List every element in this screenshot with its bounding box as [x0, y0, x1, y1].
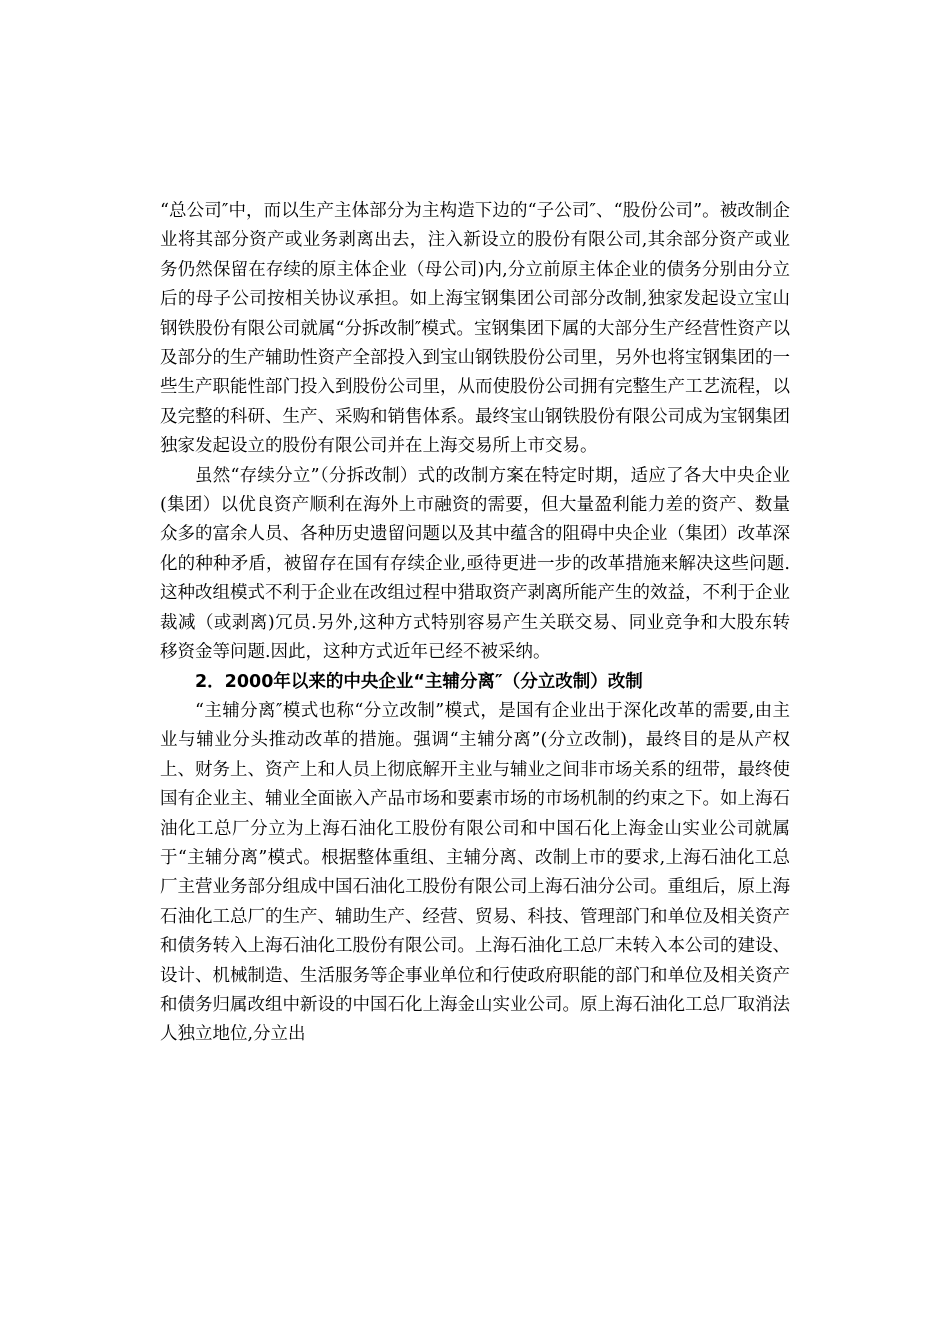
section-heading: 2．2000年以来的中央企业“主辅分离″（分立改制）改制 — [195, 671, 643, 692]
paragraph-2: 虽然“存续分立”（分拆改制）式的改制方案在特定时期，适应了各大中央企业(集团）以优良资产顺利在海外上市融资的需要，但大量盈利能力差的资产、数量众多的富余人员、各种历史遗留问题以及其中蕴含的阻碍中央企业（集团）改革深化的种种矛盾，被留存在国有存续企业,亟待更进一步的改革措施来解决这些问题.这种改组模式不利于企业在改组过程中猎取资产剥离所能产生的效益，不利于企业裁减（或剥离)冗员.另外,这种方式特别容易产生关联交易、同业竞争和大股东转移资金等问题.因此，这种方式近年已经不被采纳。 — [160, 465, 790, 663]
paragraph-1: “总公司″中，而以生产主体部分为主构造下边的“子公司″、“股份公司”。被改制企业将其部分资产或业务剥离出去，注入新设立的股份有限公司,其余部分资产或业务仍然保留在存续的原主体企业（母公司)内,分立前原主体企业的债务分别由分立后的母子公司按相关协议承担。如上海宝钢集团公司部分改制,独家发起设立宝山钢铁股份有限公司就属“分拆改制″模式。宝钢集团下属的大部分生产经营性资产以及部分的生产辅助性资产全部投入到宝山钢铁股份公司里，另外也将宝钢集团的一些生产职能性部门投入到股份公司里，从而使股份公司拥有完整生产工艺流程，以及完整的科研、生产、采购和销售体系。最终宝山钢铁股份有限公司成为宝钢集团独家发起设立的股份有限公司并在上海交易所上市交易。 — [160, 201, 790, 457]
document-body — [160, 197, 790, 1050]
paragraph-3: “主辅分离″模式也称“分立改制”模式，是国有企业出于深化改革的需要,由主业与辅业分头推动改革的措施。强调“主辅分离”(分立改制)，最终目的是从产权上、财务上、资产上和人员上彻底解开主业与辅业之间非市场关系的纽带，最终使国有企业主、辅业全面嵌入产品市场和要素市场的市场机制的约束之下。如上海石油化工总厂分立为上海石油化工股份有限公司和中国石化上海金山实业公司就属于“主辅分离”模式。根据整体重组、主辅分离、改制上市的要求,上海石油化工总厂主营业务部分组成中国石油化工股份有限公司上海石油分公司。重组后，原上海石油化工总厂的生产、辅助生产、经营、贸易、科技、管理部门和单位及相关资产和债务转入上海石油化工股份有限公司。上海石油化工总厂未转入本公司的建设、设计、机械制造、生活服务等企事业单位和行使政府职能的部门和单位及相关资产和债务归属改组中新设的中国石化上海金山实业公司。原上海石油化工总厂取消法人独立地位,分立出 — [160, 700, 790, 1045]
